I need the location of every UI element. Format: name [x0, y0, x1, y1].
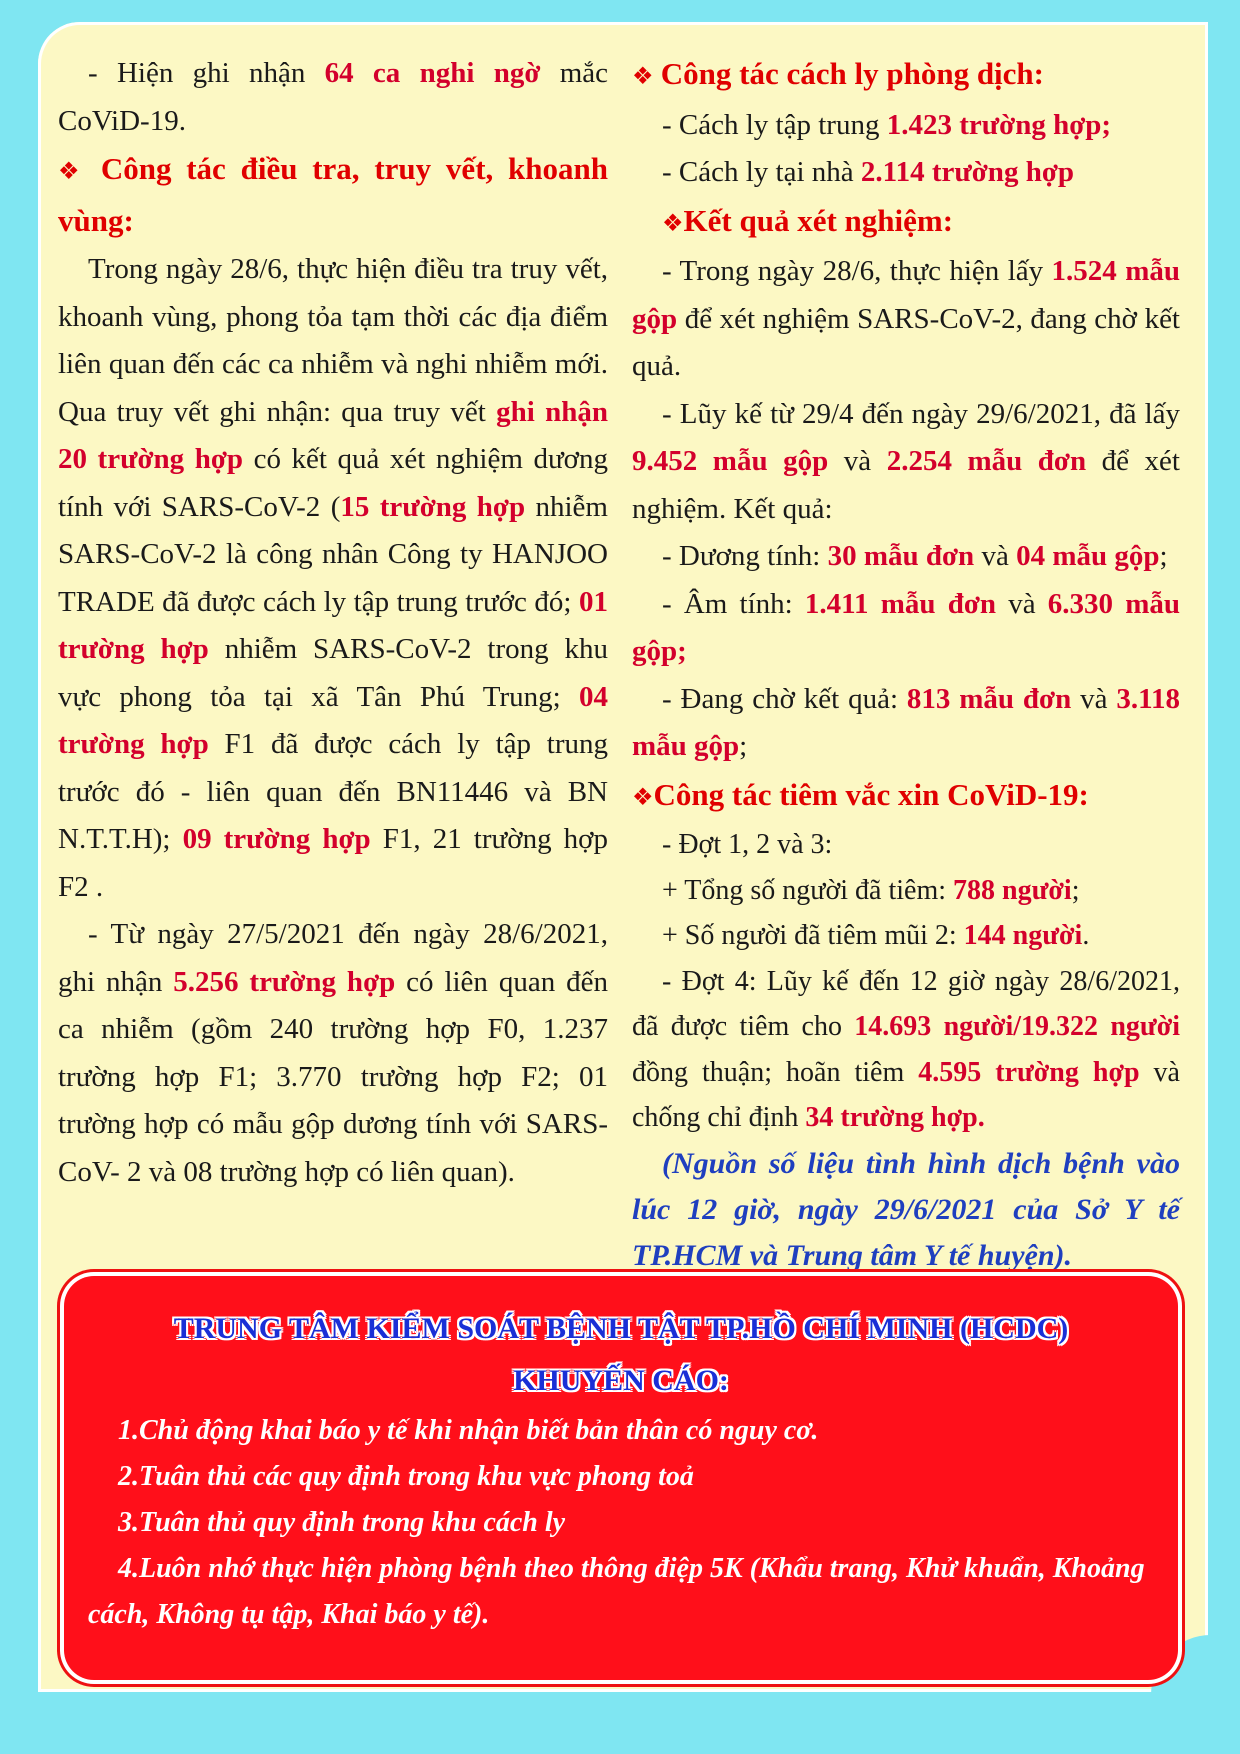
section-heading-vaccination: ❖Công tác tiêm vắc xin CoViD-19: [632, 776, 1089, 812]
recommendation-item: 4.Luôn nhớ thực hiện phòng bệnh theo thông điệp 5K (Khẩu trang, Khử khuẩn, Khoảng cách, Không tụ tập, Khai báo y tế). [88, 1553, 1145, 1630]
vaccine-round-line: - Đợt 1, 2 và 3: [662, 829, 833, 860]
negative-results-line: - Âm tính: 1.411 mẫu đơn và 6.330 mẫu gộp; [632, 587, 1180, 667]
recommendation-item: 1.Chủ động khai báo y tế khi nhận biết bản thân có nguy cơ. [118, 1415, 819, 1446]
left-column [58, 50, 608, 1196]
suspected-cases-paragraph: - Hiện ghi nhận 64 ca nghi ngờ mắc CoViD-19. [58, 57, 608, 137]
diamond-bullet-icon: ❖ [662, 210, 684, 237]
diamond-bullet-icon: ❖ [58, 159, 87, 185]
recommendation-heading: KHUYẾN CÁO: [513, 1364, 729, 1397]
recommendation-list [88, 1408, 1154, 1638]
cumulative-cases-paragraph: - Từ ngày 27/5/2021 đến ngày 28/6/2021, ghi nhận 5.256 trường hợp có liên quan đến ca nhiễm (gồm 240 trường hợp F0, 1.237 trường hợp F1; 3.770 trường hợp F2; 01 trường hợp có mẫu gộp dương tính với SARS-CoV- 2 và 08 trường hợp có liên quan). [58, 918, 608, 1188]
testing-today-paragraph: - Trong ngày 28/6, thực hiện lấy 1.524 mẫu gộp để xét nghiệm SARS-CoV-2, đang chờ kết quả. [632, 255, 1180, 382]
vaccine-total-line: + Tổng số người đã tiêm: 788 người; [662, 874, 1080, 906]
vaccine-round4-paragraph: - Đợt 4: Lũy kế đến 12 giờ ngày 28/6/2021, đã được tiêm cho 14.693 người/19.322 người đồng thuận; hoãn tiêm 4.595 trường hợp và chống chỉ định 34 trường hợp. [632, 965, 1180, 1133]
section-heading-isolation: ❖ Công tác cách ly phòng dịch: [632, 56, 1044, 91]
vaccine-second-dose-line: + Số người đã tiêm mũi 2: 144 người. [662, 920, 1090, 951]
recommendation-box [64, 1276, 1178, 1680]
pending-results-line: - Đang chờ kết quả: 813 mẫu đơn và 3.118 mẫu gộp; [632, 682, 1180, 762]
section-heading-tracing: ❖ Công tác điều tra, truy vết, khoanh vùng: [58, 151, 609, 238]
hcdc-title: TRUNG TÂM KIỂM SOÁT BỆNH TẬT TP.HỒ CHÍ MINH (HCDC) [173, 1312, 1069, 1345]
recommendation-item: 2.Tuân thủ các quy định trong khu vực phong toả [118, 1461, 694, 1492]
section-heading-testing: ❖Kết quả xét nghiệm: [662, 202, 954, 238]
diamond-bullet-icon: ❖ [632, 64, 654, 90]
tracing-paragraph: Trong ngày 28/6, thực hiện điều tra truy vết, khoanh vùng, phong tỏa tạm thời các địa điểm liên quan đến các ca nhiễm và nghi nhiễm mới. Qua truy vết ghi nhận: qua truy vết ghi nhận 20 trường hợp có kết quả xét nghiệm dương tính với SARS-CoV-2 (15 trường hợp nhiễm SARS-CoV-2 là công nhân Công ty HANJOO TRADE đã được cách ly tập trung trước đó; 01 trường hợp nhiễm SARS-CoV-2 trong khu vực phong tỏa tại xã Tân Phú Trung; 04 trường hợp F1 đã được cách ly tập trung trước đó - liên quan đến BN11446 và BN N.T.T.H); 09 trường hợp F1, 21 trường hợp F2 . [58, 253, 609, 903]
isolation-central-line: - Cách ly tập trung 1.423 trường hợp; [662, 108, 1112, 141]
recommendation-item: 3.Tuân thủ quy định trong khu cách ly [118, 1507, 566, 1538]
positive-results-line: - Dương tính: 30 mẫu đơn và 04 mẫu gộp; [662, 540, 1168, 572]
diamond-bullet-icon: ❖ [632, 784, 654, 811]
isolation-home-line: - Cách ly tại nhà 2.114 trường hợp [662, 156, 1075, 188]
right-column [632, 50, 1180, 1279]
testing-cumulative-paragraph: - Lũy kế từ 29/4 đến ngày 29/6/2021, đã lấy 9.452 mẫu gộp và 2.254 mẫu đơn để xét nghiệm. Kết quả: [632, 397, 1180, 525]
source-note: (Nguồn số liệu tình hình dịch bệnh vào lúc 12 giờ, ngày 29/6/2021 của Sở Y tế TP.HCM và Trung tâm Y tế huyện). [632, 1146, 1180, 1272]
